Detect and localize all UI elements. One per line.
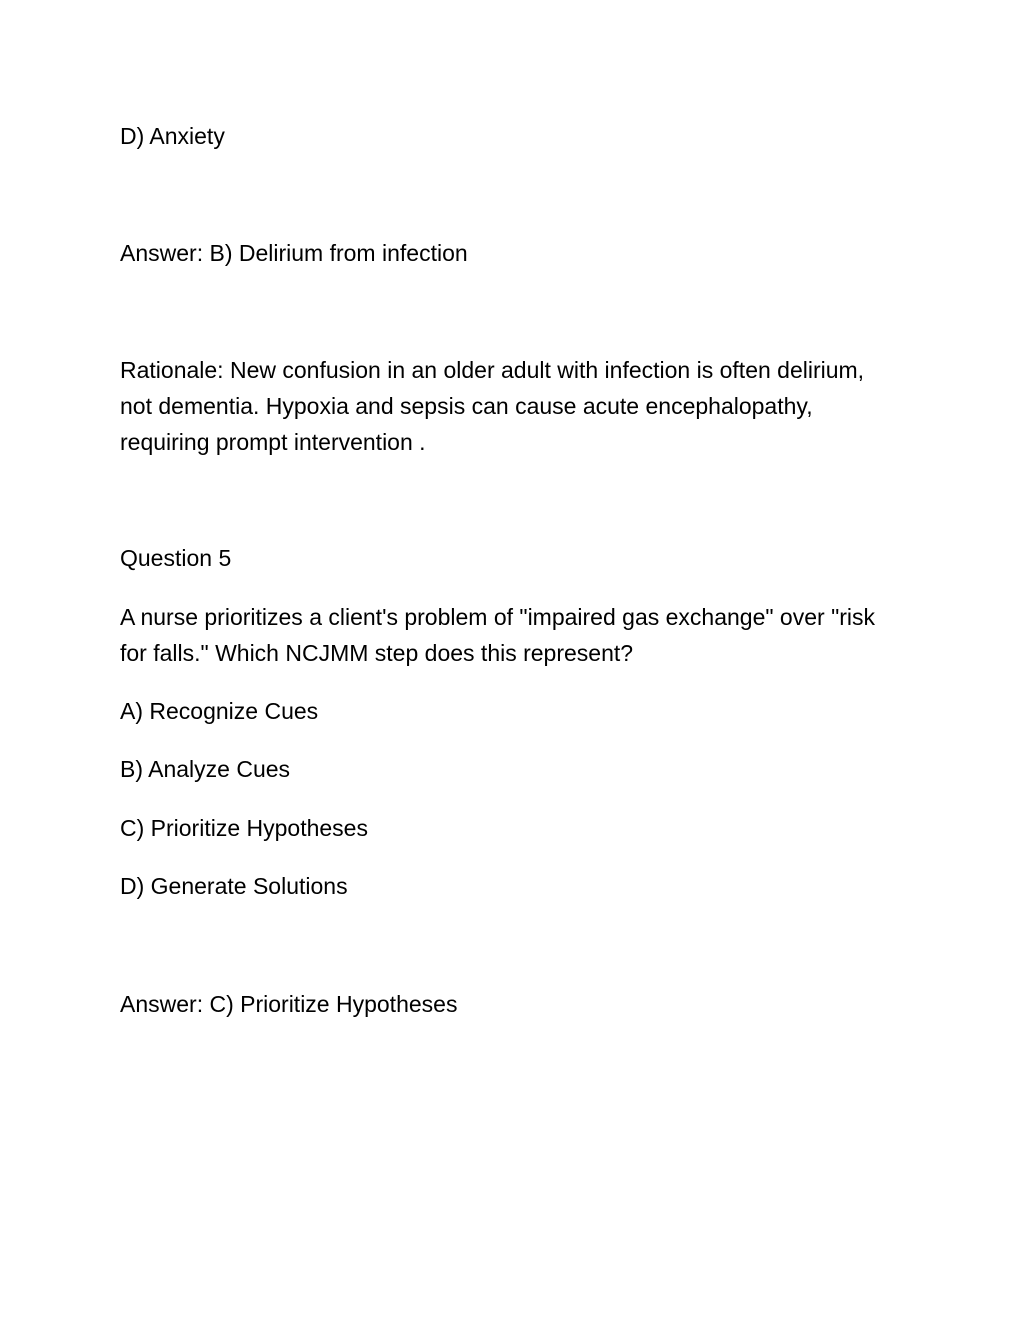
option-a: A) Recognize Cues (120, 698, 319, 724)
option-b: B) Analyze Cues (120, 756, 291, 782)
rationale-paragraph: Rationale: New confusion in an older adult with infection is often delirium, not dementia. Hypoxia and sepsis can cause acute encephalopathy, requiring prompt intervention . (120, 357, 865, 455)
option-c: C) Prioritize Hypotheses (120, 815, 368, 841)
question-5-stem: A nurse prioritizes a client's problem of "impaired gas exchange" over "risk for falls." Which NCJMM step does this represent? (120, 604, 876, 666)
answer-question-5: Answer: C) Prioritize Hypotheses (120, 991, 458, 1017)
option-d-anxiety: D) Anxiety (120, 123, 225, 149)
question-5-heading: Question 5 (120, 545, 232, 571)
answer-previous-question: Answer: B) Delirium from infection (120, 240, 468, 266)
option-d: D) Generate Solutions (120, 873, 348, 899)
